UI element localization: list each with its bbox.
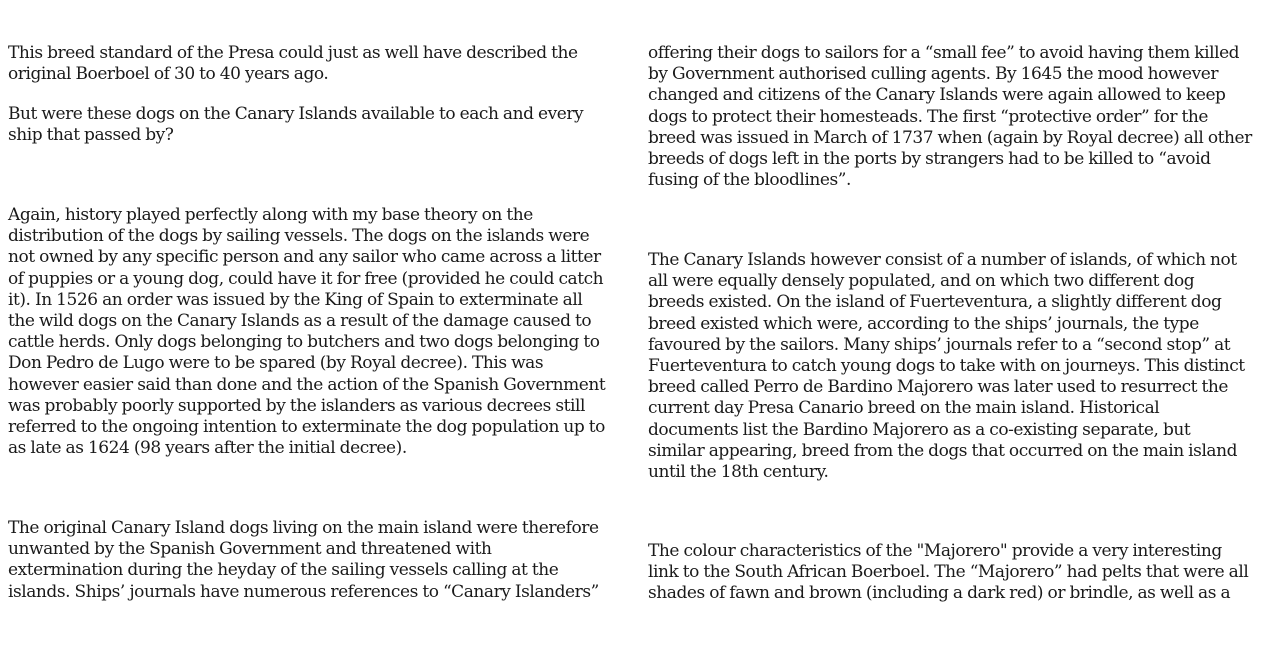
text-line: Don Pedro de Lugo were to be spared (by Royal decree). This was <box>8 353 544 374</box>
paragraph <box>8 104 583 146</box>
paragraph <box>648 250 1245 483</box>
text-line: The Canary Islands however consist of a number of islands, of which not <box>648 250 1237 270</box>
text-line: breed called Perro de Bardino Majorero was later used to resurrect the <box>648 377 1228 398</box>
paragraph <box>648 541 1248 605</box>
text-line: it). In 1526 an order was issued by the King of Spain to exterminate all <box>8 289 583 310</box>
text-line: dogs to protect their homesteads. The first “protective order” for the <box>648 106 1209 127</box>
text-line: as late as 1624 (98 years after the initial decree). <box>8 438 407 459</box>
text-line: This breed standard of the Presa could just as well have described the <box>8 43 578 63</box>
text-line: ship that passed by? <box>8 125 174 146</box>
text-line: however easier said than done and the action of the Spanish Government <box>8 374 606 395</box>
text-line: favoured by the sailors. Many ships’ journals refer to a “second stop” at <box>648 334 1231 355</box>
text-line: current day Presa Canario breed on the main island. Historical <box>648 398 1160 419</box>
paragraph <box>648 43 1252 191</box>
text-line: the wild dogs on the Canary Islands as a result of the damage caused to <box>8 311 592 332</box>
text-line: offering their dogs to sailors for a “small fee” to avoid having them killed <box>648 43 1240 63</box>
text-line: changed and citizens of the Canary Islands were again allowed to keep <box>648 85 1226 106</box>
text-line: distribution of the dogs by sailing vessels. The dogs on the islands were <box>8 226 590 247</box>
text-line: The original Canary Island dogs living on the main island were therefore <box>8 518 599 538</box>
paragraph <box>8 205 605 459</box>
text-line: original Boerboel of 30 to 40 years ago. <box>8 64 329 85</box>
text-line: fusing of the bloodlines”. <box>648 170 851 191</box>
text-line: breed was issued in March of 1737 when (again by Royal decree) all other <box>648 127 1252 148</box>
text-line: documents list the Bardino Majorero as a co-existing separate, but <box>648 419 1191 440</box>
text-line: all were equally densely populated, and on which two different dog <box>648 271 1195 292</box>
text-line: by Government authorised culling agents. By 1645 the mood however <box>648 64 1219 85</box>
text-line: link to the South African Boerboel. The “Majorero” had pelts that were all <box>648 562 1249 583</box>
text-line: breed existed which were, according to the ships’ journals, the type <box>648 313 1199 334</box>
text-line: not owned by any specific person and any sailor who came across a litter <box>8 247 601 268</box>
text-line: extermination during the heyday of the sailing vessels calling at the <box>8 560 559 581</box>
text-line: shades of fawn and brown (including a dark red) or brindle, as well as a <box>648 583 1231 604</box>
text-line: cattle herds. Only dogs belonging to butchers and two dogs belonging to <box>8 332 600 353</box>
text-line: similar appearing, breed from the dogs that occurred on the main island <box>648 440 1238 461</box>
text-line: breeds existed. On the island of Fuerteventura, a slightly different dog <box>648 292 1222 313</box>
text-line: referred to the ongoing intention to exterminate the dog population up to <box>8 417 605 438</box>
text-line: Fuerteventura to catch young dogs to take with on journeys. This distinct <box>648 356 1245 377</box>
text-line: was probably poorly supported by the islanders as various decrees still <box>8 395 585 416</box>
text-line: Again, history played perfectly along with my base theory on the <box>8 205 533 225</box>
paragraph <box>8 518 599 603</box>
text-line: islands. Ships’ journals have numerous references to “Canary Islanders” <box>8 581 599 602</box>
text-line: until the 18th century. <box>648 462 829 483</box>
text-line: The colour characteristics of the "Majorero" provide a very interesting <box>648 541 1222 561</box>
text-line: But were these dogs on the Canary Islands available to each and every <box>8 104 584 124</box>
text-line: unwanted by the Spanish Government and threatened with <box>8 539 492 560</box>
text-line: of puppies or a young dog, could have it for free (provided he could catch <box>8 268 604 289</box>
text-line: breeds of dogs left in the ports by strangers had to be killed to “avoid <box>648 149 1211 170</box>
paragraph <box>8 43 578 85</box>
